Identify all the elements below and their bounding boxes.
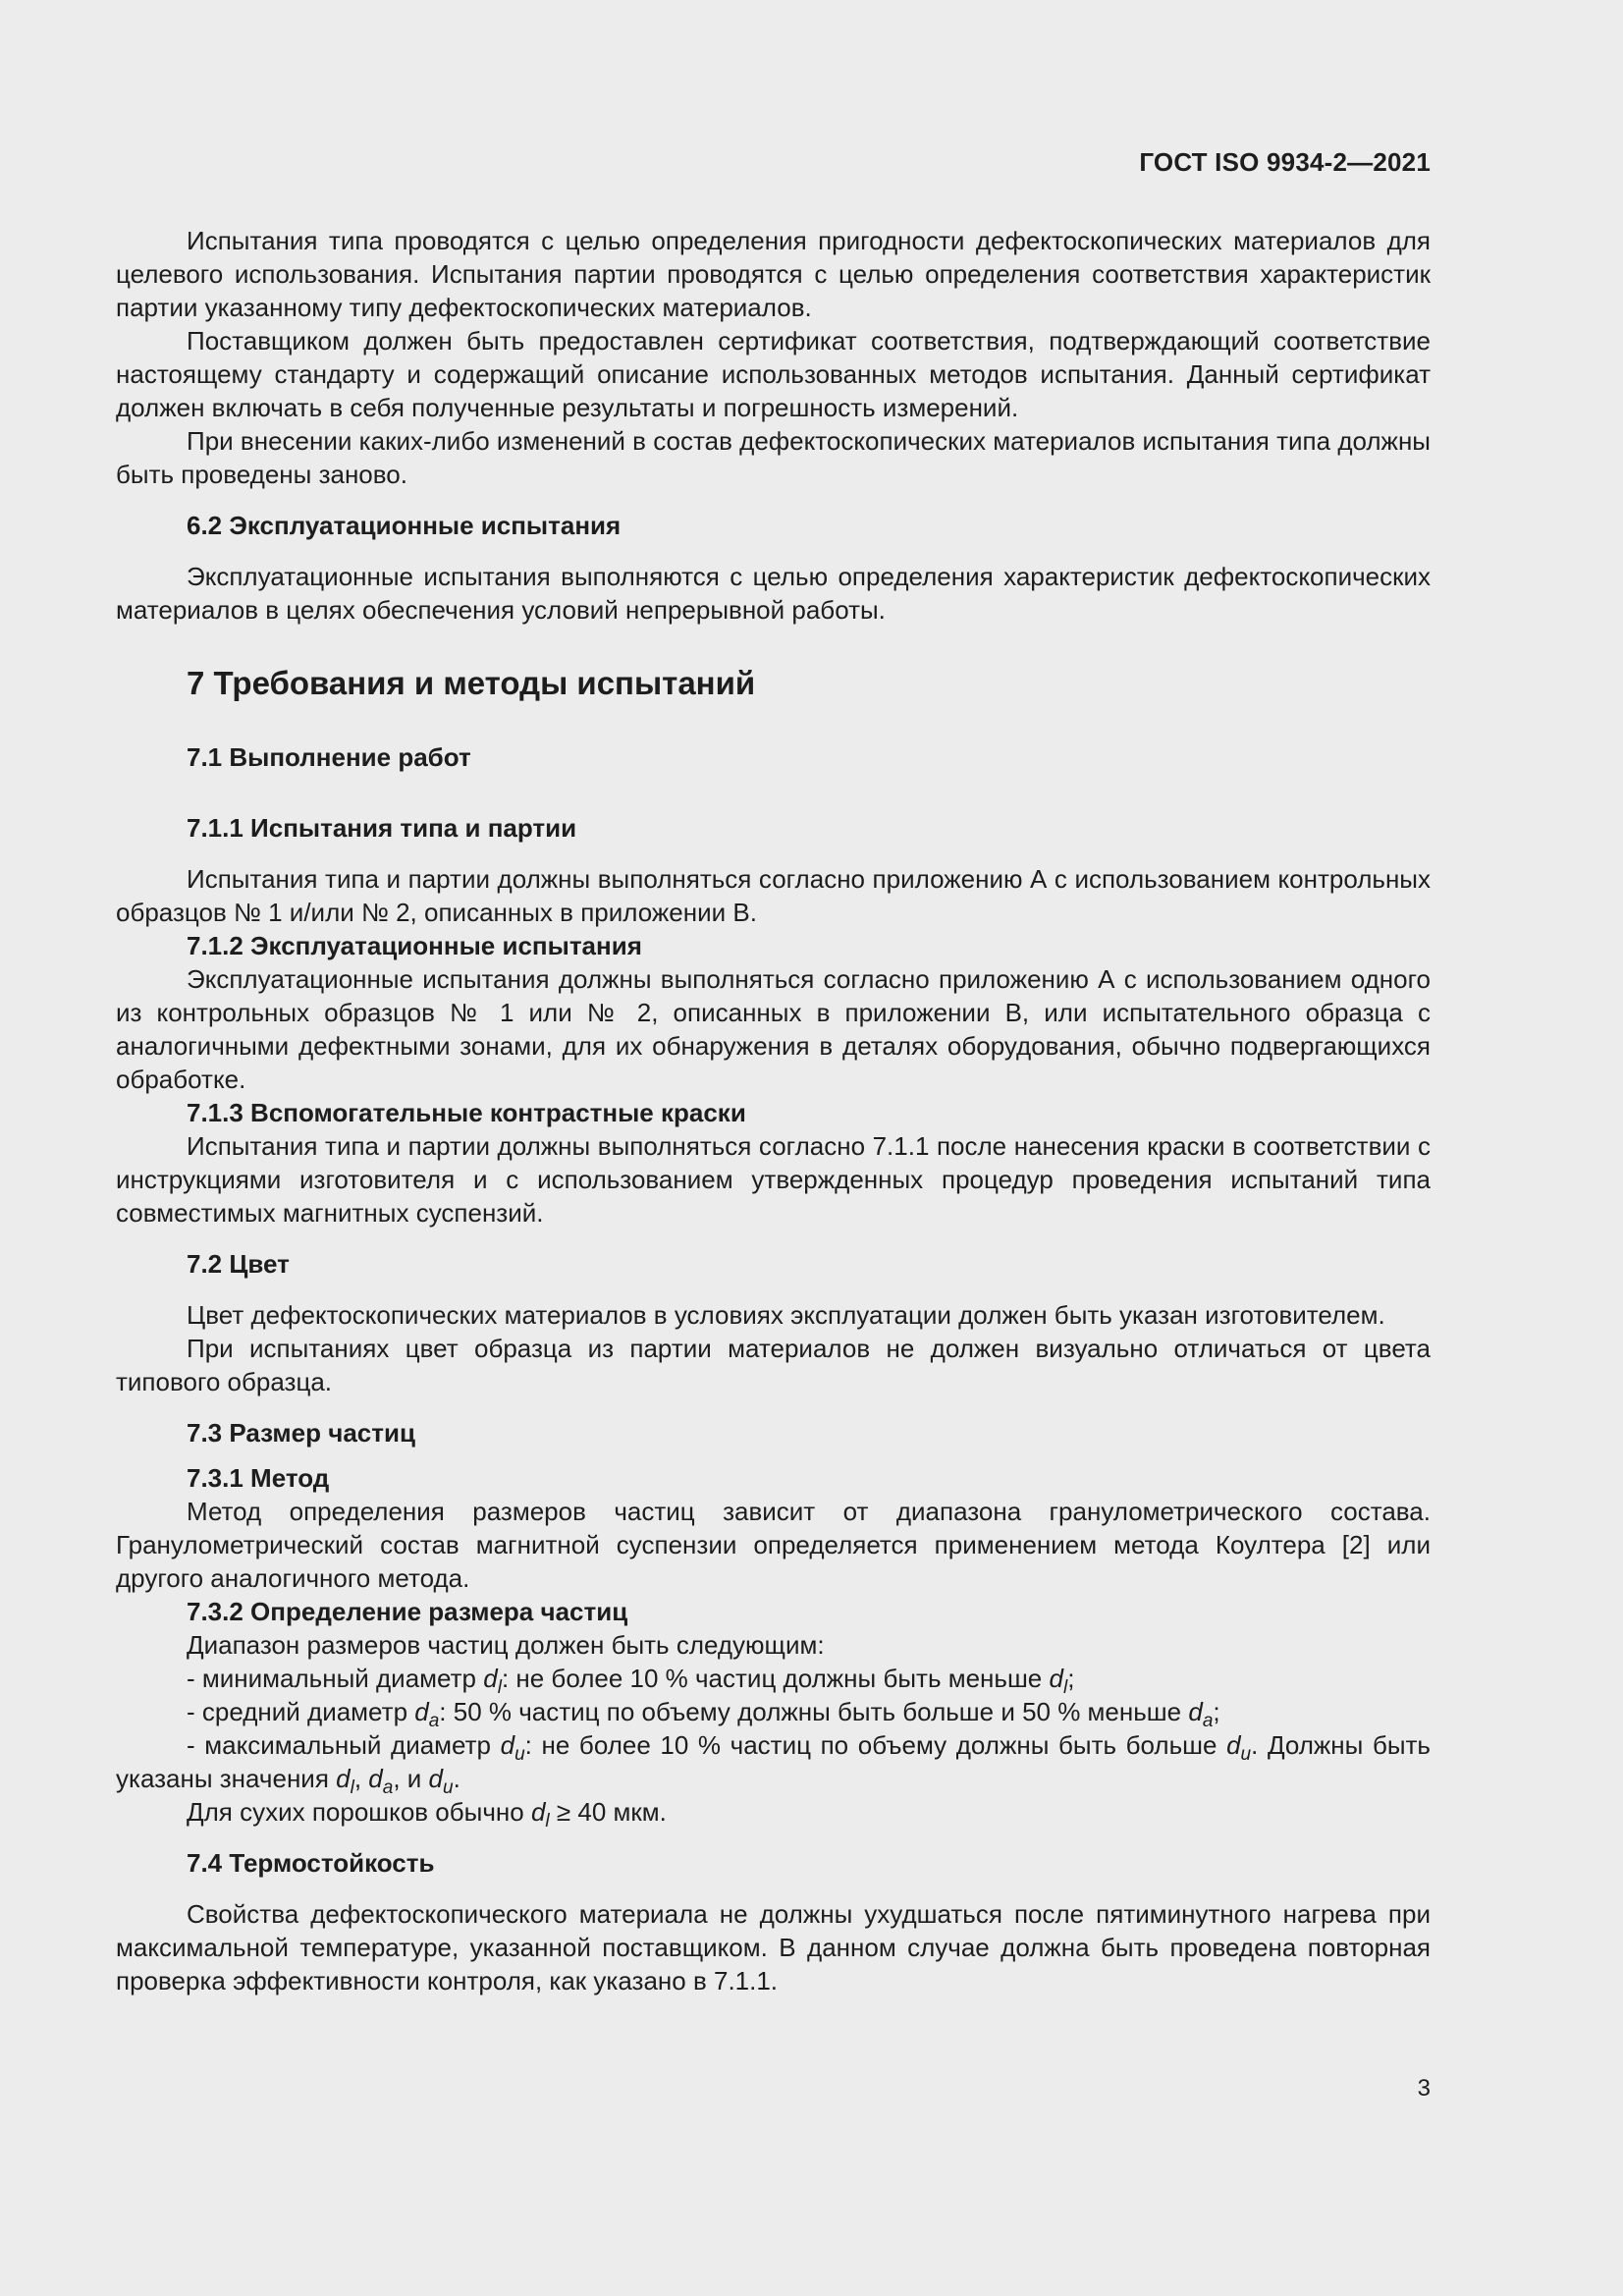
subsection-heading-7-1-3: 7.1.3 Вспомогательные контрастные краски xyxy=(187,1098,746,1127)
subsection-heading-7-1-1: 7.1.1 Испытания типа и партии xyxy=(187,813,577,843)
paragraph: Испытания типа и партии должны выполняться согласно 7.1.1 после нанесения краски в соответствии с инструкциями изготовителя и с использованием утвержденных процедур проведения испытаний типа совместимых магнитных суспензий. xyxy=(116,1131,1431,1228)
paragraph: Цвет дефектоскопических материалов в условиях эксплуатации должен быть указан изготовителем. xyxy=(187,1300,1385,1330)
paragraph-dry-powders: Для сухих порошков обычно $d_l \ge 40$ мкм. xyxy=(187,1797,667,1831)
document-code: ГОСТ ISO 9934-2—2021 xyxy=(1139,147,1431,177)
section-heading-7-1: 7.1 Выполнение работ xyxy=(187,742,471,772)
paragraph: При внесении каких-либо изменений в состав дефектоскопических материалов испытания типа должны быть проведены заново. xyxy=(116,426,1431,489)
paragraph: Поставщиком должен быть предоставлен сертификат соответствия, подтверждающий соответствие настоящему стандарту и содержащий описание использованных методов испытания. Данный сертификат должен включать в себя полученные результаты и погрешность измерений. xyxy=(116,326,1431,422)
paragraph: Метод определения размеров частиц зависит от диапазона гранулометрического состава. Гранулометрический состав магнитной суспензии определяется применением метода Коултера [2] или другого аналогичного метода. xyxy=(116,1497,1431,1593)
paragraph: Испытания типа проводятся с целью определения пригодности дефектоскопических материалов для целевого использования. Испытания партии проводятся с целью определения соответствия характеристик партии указанному типу дефектоскопических материалов. xyxy=(116,226,1431,322)
paragraph: При испытаниях цвет образца из партии материалов не должен визуально отличаться от цвета типового образца. xyxy=(116,1334,1431,1396)
section-heading-7-2: 7.2 Цвет xyxy=(187,1249,290,1279)
section-heading-6-2: 6.2 Эксплуатационные испытания xyxy=(187,511,622,540)
subsection-heading-7-1-2: 7.1.2 Эксплуатационные испытания xyxy=(187,931,642,960)
chapter-heading-7: 7 Требования и методы испытаний xyxy=(187,665,756,701)
list-item-max-diameter: - максимальный диаметр $d_u$: не более 10 % частиц по объему должны быть больше $d_u$. Должны быть указаны значения $d_l$, $d_a$, и $d_u$. xyxy=(116,1730,1431,1798)
section-heading-7-3: 7.3 Размер частиц xyxy=(187,1418,415,1448)
section-heading-7-4: 7.4 Термостойкость xyxy=(187,1848,435,1878)
paragraph: Свойства дефектоскопического материала не должны ухудшаться после пятиминутного нагрева при максимальной температуре, указанной поставщиком. В данном случае должна быть проведена повторная проверка эффективности контроля, как указано в 7.1.1. xyxy=(116,1899,1431,1995)
document-body xyxy=(116,224,1431,1997)
paragraph: Эксплуатационные испытания должны выполняться согласно приложению А с использованием одного из контрольных образцов № 1 или № 2, описанных в приложении В, или испытательного образца с аналогичными дефектными зонами, для их обнаружения в деталях оборудования, обычно подвергающихся обработке. xyxy=(116,964,1431,1094)
paragraph: Испытания типа и партии должны выполняться согласно приложению А с использованием контрольных образцов № 1 и/или № 2, описанных в приложении В. xyxy=(116,864,1431,927)
page-number: 3 xyxy=(1417,2075,1431,2102)
subsection-heading-7-3-2: 7.3.2 Определение размера частиц xyxy=(187,1597,628,1626)
list-item-mean-diameter: - средний диаметр $d_a$: 50 % частиц по объему должны быть больше и 50 % меньше $d_a$; xyxy=(187,1697,1220,1731)
subsection-heading-7-3-1: 7.3.1 Метод xyxy=(187,1463,330,1493)
paragraph: Диапазон размеров частиц должен быть следующим: xyxy=(187,1630,825,1660)
list-item-min-diameter: - минимальный диаметр $d_l$: не более 10 % частиц должны быть меньше $d_l$; xyxy=(187,1664,1075,1698)
paragraph: Эксплуатационные испытания выполняются с целью определения характеристик дефектоскопических материалов в целях обеспечения условий непрерывной работы. xyxy=(116,562,1431,625)
